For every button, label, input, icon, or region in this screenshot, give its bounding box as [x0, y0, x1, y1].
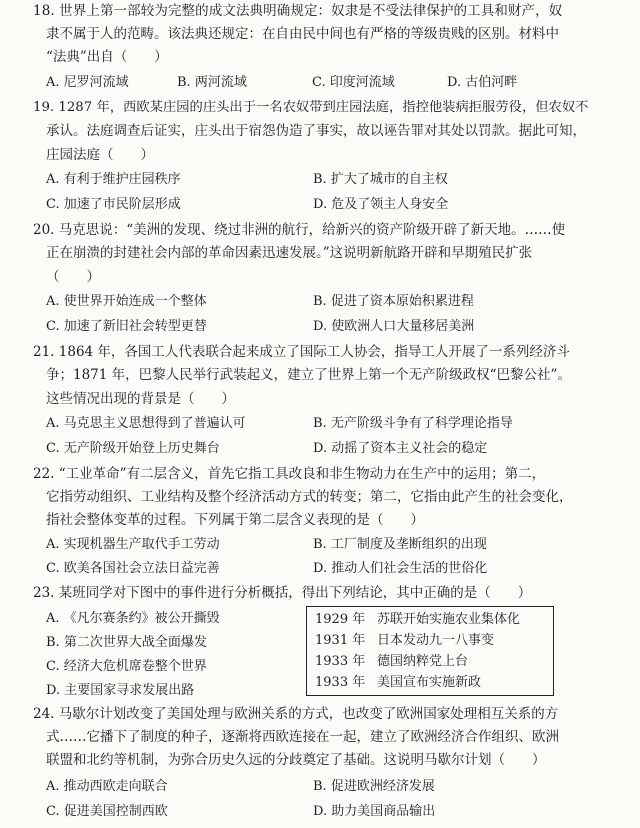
q21-option-a: A. 马克思主义思想得到了普遍认可: [46, 416, 246, 431]
timeline-year: 1933 年: [315, 675, 366, 690]
q19-option-c: C. 加速了市民阶层形成: [46, 197, 181, 212]
q24-option-d: D. 助力美国商品输出: [313, 804, 436, 819]
q19-line-1: 19. 1287 年，西欧某庄园的庄头出于一名农奴带到庄园法庭，指控他装病拒服劳役，但农奴不: [33, 100, 589, 115]
timeline-row: [315, 673, 481, 693]
q19-option-d: D. 危及了领主人身安全: [313, 197, 449, 212]
q20-line-2: 正在崩溃的封建社会内部的革命因素迅速发展。”这说明新航路开辟和早期殖民扩张: [46, 245, 533, 261]
q21-line-1: 21. 1864 年，各国工人代表联合起来成立了国际工人协会，指导工人开展了一系列经济斗: [33, 344, 570, 360]
q19-option-a: A. 有利于维护庄园秩序: [46, 172, 181, 187]
q18-option-b: B. 两河流域: [177, 75, 247, 90]
timeline-event: 日本发动九一八事变: [377, 633, 495, 648]
q22-option-d: D. 推动人们社会生活的世俗化: [313, 561, 488, 576]
q19-line-3: 庄园法庭（ ）: [46, 147, 154, 163]
q24-option-c: C. 促进美国控制西欧: [46, 804, 168, 819]
q18-line-1: 18. 世界上第一部较为完整的成文法典明确规定：奴隶是不受法律保护的工具和财产，奴: [33, 3, 563, 19]
q19-option-b: B. 扩大了城市的自主权: [313, 172, 448, 187]
q20-option-a: A. 使世界开始连成一个整体: [46, 294, 207, 309]
q21-option-c: C. 无产阶级开始登上历史舞台: [46, 441, 220, 456]
q18-option-a: A. 尼罗河流域: [46, 75, 129, 90]
q23-option-c: C. 经济大危机席卷整个世界: [46, 659, 207, 674]
q20-option-d: D. 使欧洲人口大量移居美洲: [313, 319, 475, 334]
timeline-year: 1933 年: [315, 654, 366, 669]
q21-line-2: 争；1871 年，巴黎人民举行武装起义，建立了世界上第一个无产阶级政权“巴黎公社”。: [46, 367, 571, 383]
q18-line-2: 隶不属于人的范畴。该法典还规定：在自由民中间也有严格的等级贵贱的区别。材料中: [46, 26, 559, 42]
q18-option-c: C. 印度河流域: [312, 75, 395, 90]
timeline-event: 美国宣布实施新政: [377, 675, 482, 690]
q24-line-1: 24. 马歇尔计划改变了美国处理与欧洲关系的方式，也改变了欧洲国家处理相互关系的方: [33, 706, 559, 722]
timeline-row: [315, 631, 494, 651]
q19-line-2: 承认。法庭调查后证实，庄头出于宿怨伪造了事实，故以诬告罪对其处以罚款。据此可知，: [46, 123, 586, 139]
q22-line-2: 它指劳动组织、工业结构及整个经济活动方式的转变；第二，它指由此产生的社会变化，: [46, 489, 573, 505]
q20-line-1: 20. 马克思说：“美洲的发现、绕过非洲的航行，给新兴的资产阶级开辟了新天地。……使: [33, 222, 566, 238]
q23-option-d: D. 主要国家寻求发展出路: [46, 683, 195, 698]
event-timeline-table: [306, 606, 554, 696]
q21-option-b: B. 无产阶级斗争有了科学理论指导: [313, 416, 513, 431]
q21-line-3: 这些情况出现的背景是（ ）: [46, 391, 235, 407]
timeline-event: 苏联开始实施农业集体化: [377, 612, 521, 627]
timeline-row: [315, 610, 520, 630]
timeline-year: 1931 年: [315, 633, 366, 648]
q22-line-1: 22. “工业革命”有二层含义，首先它指工具改良和非生物动力在生产中的运用；第二，: [33, 466, 546, 482]
q23-line-1: 23. 某班同学对下图中的事件进行分析概括，得出下列结论，其中正确的是（ ）: [33, 585, 532, 601]
timeline-row: [315, 652, 468, 672]
q24-line-2: 式……它播下了制度的种子，逐渐将西欧连接在一起，建立了欧洲经济合作组织、欧洲: [46, 729, 559, 745]
q20-option-b: B. 促进了资本原始积累进程: [313, 294, 474, 309]
q24-option-b: B. 促进欧洲经济发展: [313, 779, 435, 794]
timeline-event: 德国纳粹党上台: [377, 654, 469, 669]
q18-line-3: “法典”出自（ ）: [46, 49, 168, 65]
q18-option-d: D. 古伯河畔: [447, 75, 518, 90]
q21-option-d: D. 动摇了资本主义社会的稳定: [313, 441, 488, 456]
q24-option-a: A. 推动西欧走向联合: [46, 779, 168, 794]
q20-line-3: （ ）: [46, 269, 100, 285]
q24-line-3: 联盟和北约等机制，为弥合历史久远的分歧奠定了基础。这说明马歇尔计划（ ）: [46, 752, 546, 768]
timeline-year: 1929 年: [315, 612, 366, 627]
q22-option-a: A. 实现机器生产取代手工劳动: [46, 537, 220, 552]
q20-option-c: C. 加速了新旧社会转型更替: [46, 319, 207, 334]
q23-option-b: B. 第二次世界大战全面爆发: [46, 635, 207, 650]
q22-option-b: B. 工厂制度及垄断组织的出现: [313, 537, 487, 552]
q22-option-c: C. 欧美各国社会立法日益完善: [46, 561, 220, 576]
q23-option-a: A. 《凡尔赛条约》被公开撕毁: [46, 611, 220, 626]
q22-line-3: 指社会整体变革的过程。下列属于第二层含义表现的是（ ）: [46, 512, 424, 528]
